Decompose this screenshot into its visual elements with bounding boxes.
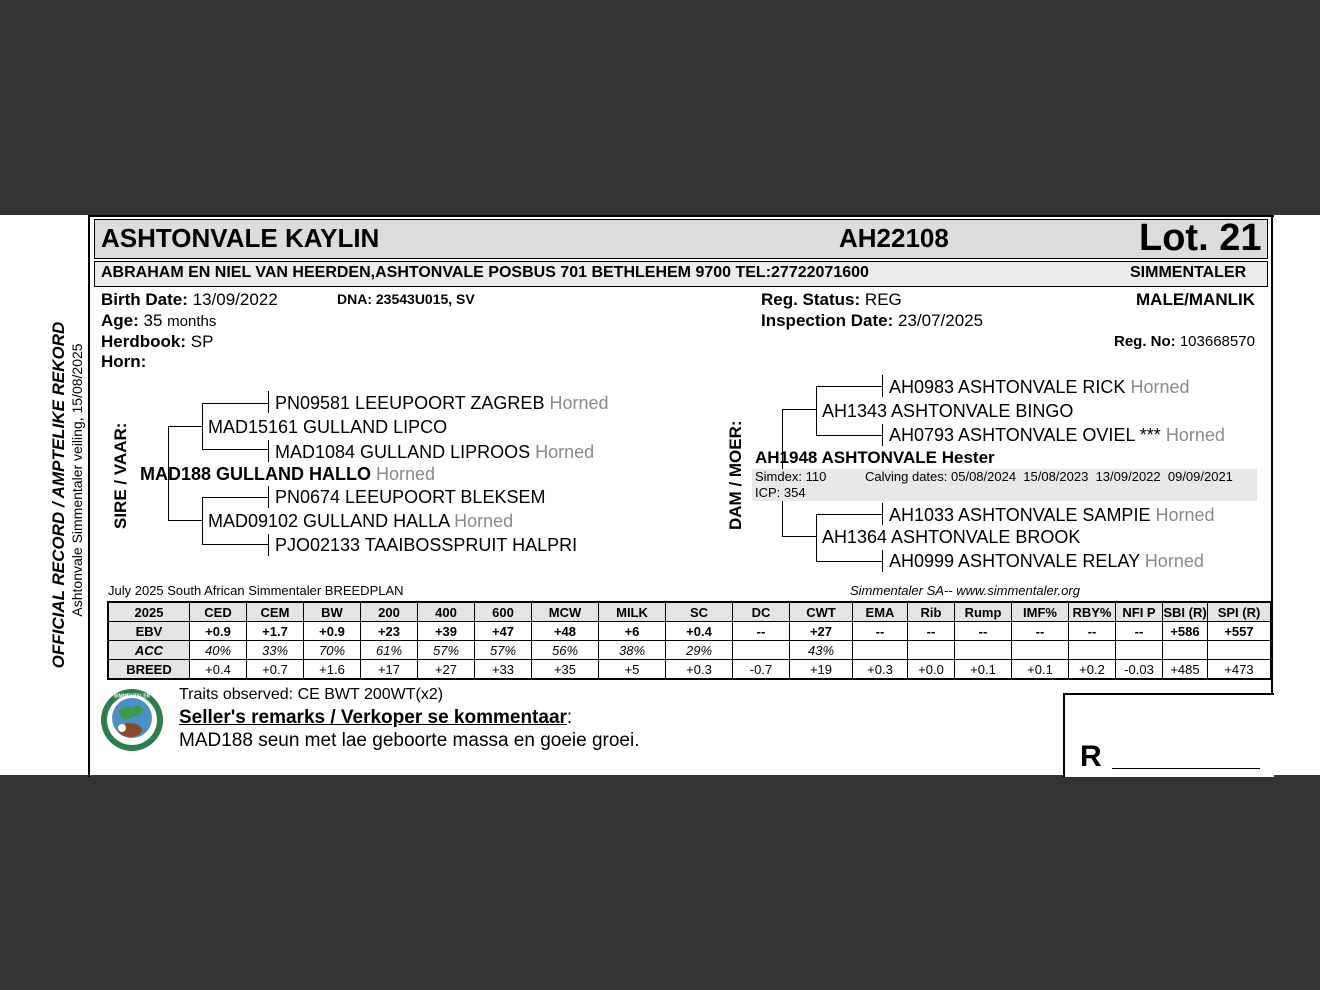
- breedplan-cell: NFI P: [1116, 602, 1163, 622]
- breedplan-cell: +35: [532, 660, 599, 680]
- sire-bracket-top: [168, 426, 202, 427]
- dam-dam-sire: [889, 505, 1215, 526]
- sire-sire-tick: [268, 391, 269, 413]
- sire-name: [140, 464, 435, 485]
- breedplan-cell: +19: [790, 660, 853, 680]
- breedplan-cell: +39: [418, 622, 475, 641]
- sire-dam-name: MAD1084 GULLAND LIPROOS: [275, 442, 531, 462]
- breedplan-cell: +23: [361, 622, 418, 641]
- dam-sire-dam-horn: Horned: [1165, 425, 1225, 445]
- traits-observed: Traits observed: CE BWT 200WT(x2): [179, 686, 444, 703]
- dam-sire-tick: [268, 486, 269, 508]
- breedplan-cell: +47: [475, 622, 532, 641]
- breedplan-cell: +0.3: [853, 660, 908, 680]
- sire-horn: Horned: [376, 464, 436, 484]
- breedplan-cell: +27: [418, 660, 475, 680]
- breedplan-cell: CED: [190, 602, 247, 622]
- breedplan-cell: +0.4: [666, 622, 733, 641]
- side-title-main: OFFICIAL RECORD / AMPTELIKE REKORD: [49, 321, 68, 669]
- reg-status-label: Reg. Status:: [761, 290, 861, 309]
- dam-simdex: Simdex: 110: [755, 469, 827, 484]
- dam-sire-bracket-bottom: [816, 435, 883, 436]
- dam-bracket-top: [782, 409, 816, 410]
- breedplan-cell: 57%: [418, 641, 475, 660]
- breedplan-cell: SBI (R): [1163, 602, 1208, 622]
- breedplan-cell: [955, 641, 1012, 660]
- herdbook-label: Herdbook:: [101, 332, 186, 351]
- breedplan-cell: +586: [1163, 622, 1208, 641]
- sire-sire-horn: Horned: [549, 393, 609, 413]
- breedplan-cell: [1069, 641, 1116, 660]
- breedplan-cell: Rib: [908, 602, 955, 622]
- dam-dam-sire-tick: [882, 503, 883, 525]
- breedplan-cell: --: [1116, 622, 1163, 641]
- age-unit: months: [167, 313, 217, 330]
- breedplan-cell: -0.7: [733, 660, 790, 680]
- breedplan-cell: -0.03: [1116, 660, 1163, 680]
- breedplan-header-row: [108, 602, 1271, 622]
- breedplan-cell: +5: [599, 660, 666, 680]
- dam-dam-dam-name: AH0999 ASHTONVALE RELAY: [889, 551, 1140, 571]
- lot-number: Lot. 21: [1139, 217, 1262, 259]
- reg-status-value: REG: [864, 290, 902, 309]
- breedplan-cell: CWT: [790, 602, 853, 622]
- sire-dam-parent-name: MAD09102 GULLAND HALLA: [208, 511, 450, 531]
- breedplan-cell: [1208, 641, 1272, 660]
- seller-remarks-text: MAD188 seun met lae geboorte massa en goeie groei.: [179, 730, 640, 751]
- dam-sire-dam-name: AH0793 ASHTONVALE OVIEL ***: [889, 425, 1161, 445]
- dam-dam: AH1364 ASHTONVALE BROOK: [822, 527, 1081, 547]
- breedplan-cell: ACC: [108, 641, 190, 660]
- dam-dam-sire-name: AH1033 ASHTONVALE SAMPIE: [889, 505, 1151, 525]
- animal-id: AH22108: [839, 223, 949, 253]
- sire-sire-bracket: [202, 403, 203, 449]
- breedplan-cell: [1012, 641, 1069, 660]
- sire-dam-parent-horn: Horned: [454, 511, 514, 531]
- dam-side-bracket-top: [202, 497, 269, 498]
- herdbook: [101, 332, 213, 352]
- simmentaler-logo-icon: [100, 688, 164, 752]
- breedplan-cell: +0.9: [304, 622, 361, 641]
- sire-sire-bracket-top: [202, 403, 269, 404]
- breedplan-cell: 70%: [304, 641, 361, 660]
- breedplan-cell: Rump: [955, 602, 1012, 622]
- breedplan-cell: CEM: [247, 602, 304, 622]
- breedplan-cell: 600: [475, 602, 532, 622]
- dam-dam-dam-tick: [882, 550, 883, 572]
- breedplan-cell: +0.7: [247, 660, 304, 680]
- reg-no-value: 103668570: [1179, 333, 1255, 350]
- breedplan-cell: 2025: [108, 602, 190, 622]
- dam-sire-sire-tick: [882, 375, 883, 397]
- dam-sire: AH1343 ASHTONVALE BINGO: [822, 401, 1074, 421]
- breedplan-cell: --: [1012, 622, 1069, 641]
- breedplan-cell: +0.9: [190, 622, 247, 641]
- birth-date: [101, 290, 278, 310]
- sire-sire: [275, 393, 609, 414]
- inspection-label: Inspection Date:: [761, 311, 894, 330]
- inspection-date: [761, 311, 983, 331]
- breedplan-cell: [853, 641, 908, 660]
- inspection-value: 23/07/2025: [897, 311, 984, 330]
- dam-dam-sire-horn: Horned: [1155, 505, 1215, 525]
- breedplan-cell: +0.4: [190, 660, 247, 680]
- age-value: 35: [143, 311, 163, 330]
- dam-dam-dam: [889, 551, 1204, 572]
- dam-bracket-bottom: [782, 536, 816, 537]
- breedplan-cell: 400: [418, 602, 475, 622]
- breedplan-cell: +0.3: [666, 660, 733, 680]
- breedplan-cell: --: [908, 622, 955, 641]
- breedplan-cell: RBY%: [1069, 602, 1116, 622]
- dam-calving-dates: Calving dates: 05/08/2024 15/08/2023 13/09/2022 09/09/2021: [865, 469, 1233, 484]
- breedplan-cell: +0.2: [1069, 660, 1116, 680]
- breedplan-cell: 200: [361, 602, 418, 622]
- breedplan-table: [107, 601, 1272, 680]
- breedplan-cell: [1163, 641, 1208, 660]
- breedplan-cell: [908, 641, 955, 660]
- breedplan-source: Simmentaler SA-- www.simmentaler.org: [850, 583, 1080, 598]
- reg-status: [761, 290, 902, 310]
- breedplan-cell: +6: [599, 622, 666, 641]
- sire-dam-parent: [208, 511, 513, 532]
- breedplan-cell: 61%: [361, 641, 418, 660]
- breedplan-cell: +0.1: [955, 660, 1012, 680]
- dam-name: AH1948 ASHTONVALE Hester: [755, 448, 995, 467]
- dam-dam-bracket-bottom: [816, 561, 883, 562]
- breed-name: SIMMENTALER: [1130, 264, 1247, 281]
- price-line[interactable]: [1112, 768, 1260, 769]
- seller-remarks-heading: [179, 707, 572, 729]
- birth-date-value: 13/09/2022: [192, 290, 278, 309]
- animal-name: ASHTONVALE KAYLIN: [101, 223, 380, 253]
- herdbook-value: SP: [190, 332, 214, 351]
- dna-info: DNA: 23543U015, SV: [337, 291, 475, 307]
- sire-dam-dam: PJO02133 TAAIBOSSPRUIT HALPRI: [275, 535, 578, 555]
- breedplan-cell: SPI (R): [1208, 602, 1272, 622]
- logo-text: SIMMENTALER: [113, 693, 151, 700]
- breedplan-cell: SC: [666, 602, 733, 622]
- sire-name-text: MAD188 GULLAND HALLO: [140, 464, 372, 484]
- birth-date-label: Birth Date:: [101, 290, 188, 309]
- breedplan-cell: +485: [1163, 660, 1208, 680]
- side-title-sub: Ashtonvale Simmentaler veiling, 15/08/2025: [69, 343, 85, 617]
- breedplan-cell: 40%: [190, 641, 247, 660]
- sire-bracket-bottom: [168, 520, 202, 521]
- dam-side-bracket: [202, 497, 203, 544]
- seller-remarks-colon: :: [566, 707, 573, 728]
- breedplan-cell: +0.1: [1012, 660, 1069, 680]
- sire-dam-tick: [268, 440, 269, 462]
- dam-sire-sire-name: AH0983 ASHTONVALE RICK: [889, 377, 1126, 397]
- breedplan-cell: +27: [790, 622, 853, 641]
- dam-icp: ICP: 354: [755, 485, 806, 500]
- breedplan-cell: IMF%: [1012, 602, 1069, 622]
- price-label: R: [1080, 740, 1102, 773]
- breedplan-ebv-row: [108, 622, 1271, 641]
- dam-side-bracket-bottom: [202, 544, 269, 545]
- owner-address: ABRAHAM EN NIEL VAN HEERDEN,ASHTONVALE POSBUS 701 BETHLEHEM 9700 TEL:27722071600: [101, 264, 869, 281]
- dam-sire-dam: [889, 425, 1225, 446]
- sire-sire-parent: MAD15161 GULLAND LIPCO: [208, 417, 448, 437]
- breedplan-cell: DC: [733, 602, 790, 622]
- breedplan-cell: +557: [1208, 622, 1272, 641]
- breedplan-cell: 29%: [666, 641, 733, 660]
- breedplan-cell: EBV: [108, 622, 190, 641]
- sire-dam-sire: PN0674 LEEUPOORT BLEKSEM: [275, 487, 546, 507]
- sire-label: SIRE / VAAR:: [111, 422, 130, 529]
- breedplan-cell: +1.6: [304, 660, 361, 680]
- dam-sire-sire-horn: Horned: [1130, 377, 1190, 397]
- breedplan-cell: +17: [361, 660, 418, 680]
- breedplan-cell: MCW: [532, 602, 599, 622]
- sire-dam: [275, 442, 594, 463]
- reg-no-label: Reg. No:: [1114, 333, 1176, 350]
- breedplan-cell: --: [1069, 622, 1116, 641]
- breedplan-cell: [1116, 641, 1163, 660]
- sire-dam-horn: Horned: [535, 442, 595, 462]
- breedplan-cell: +1.7: [247, 622, 304, 641]
- breedplan-caption: July 2025 South African Simmentaler BREEDPLAN: [108, 583, 404, 598]
- breedplan-cell: EMA: [853, 602, 908, 622]
- age-label: Age:: [101, 311, 139, 330]
- sire-sire-bracket-bottom: [202, 449, 269, 450]
- breedplan-cell: +48: [532, 622, 599, 641]
- dam-dam-bracket: [816, 514, 817, 561]
- dam-dam-tick: [268, 534, 269, 556]
- dam-sire-bracket-top: [816, 386, 883, 387]
- horn-label: Horn:: [101, 352, 147, 371]
- breedplan-cell: BREED: [108, 660, 190, 680]
- dam-sire-sire: [889, 377, 1190, 398]
- sire-sire-name: PN09581 LEEUPOORT ZAGREB: [275, 393, 545, 413]
- breedplan-cell: MILK: [599, 602, 666, 622]
- breedplan-cell: 38%: [599, 641, 666, 660]
- breedplan-cell: --: [853, 622, 908, 641]
- dam-sire-dam-tick: [882, 424, 883, 446]
- breedplan-acc-row: [108, 641, 1271, 660]
- dam-dam-bracket-top: [816, 514, 883, 515]
- breedplan-cell: --: [955, 622, 1012, 641]
- age: [101, 311, 216, 331]
- breedplan-cell: --: [733, 622, 790, 641]
- reg-no: [1114, 333, 1255, 350]
- breedplan-cell: +473: [1208, 660, 1272, 680]
- breedplan-cell: [733, 641, 790, 660]
- breedplan-cell: BW: [304, 602, 361, 622]
- breedplan-cell: 43%: [790, 641, 853, 660]
- breedplan-cell: 57%: [475, 641, 532, 660]
- sex: MALE/MANLIK: [1136, 290, 1255, 309]
- breedplan-cell: 33%: [247, 641, 304, 660]
- seller-remarks-label: Seller's remarks / Verkoper se kommentaar: [179, 707, 567, 728]
- dam-dam-dam-horn: Horned: [1144, 551, 1204, 571]
- breedplan-breed-row: [108, 660, 1271, 680]
- dam-sire-bracket: [816, 386, 817, 435]
- dam-label: DAM / MOER:: [726, 420, 745, 530]
- breedplan-cell: +33: [475, 660, 532, 680]
- breedplan-cell: +0.0: [908, 660, 955, 680]
- breedplan-cell: 56%: [532, 641, 599, 660]
